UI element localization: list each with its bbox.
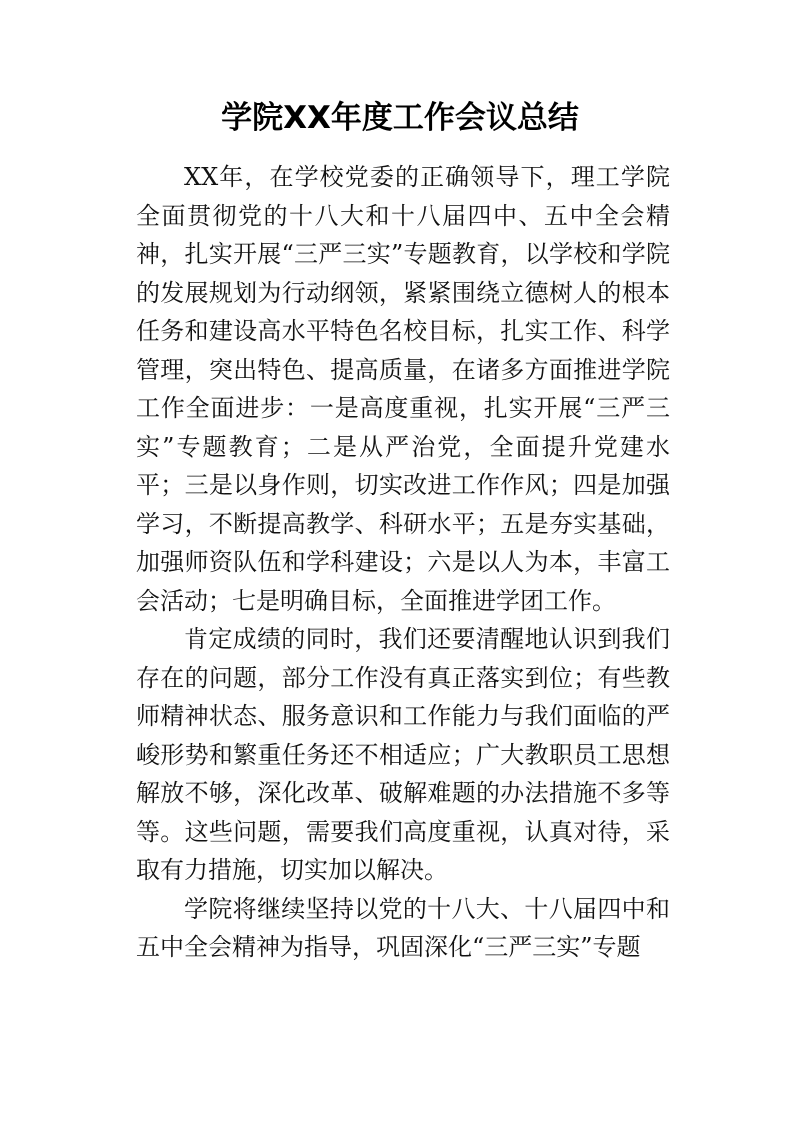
paragraph-3: 学院将继续坚持以党的十八大、十八届四中和五中全会精神为指导，巩固深化“三严三实”专题: [136, 894, 670, 961]
document-body: [136, 158, 670, 967]
paragraph-2: 肯定成绩的同时，我们还要清醒地认识到我们存在的问题，部分工作没有真正落实到位；有些教师精神状态、服务意识和工作能力与我们面临的严峻形势和繁重任务还不相适应；广大教职员工思想解放不够，深化改革、破解难题的办法措施不多等等。这些问题，需要我们高度重视，认真对待，采取有力措施，切实加以解决。: [136, 625, 670, 884]
paragraph-1: XX年，在学校党委的正确领导下，理工学院全面贯彻党的十八大和十八届四中、五中全会精神，扎实开展“三严三实”专题教育，以学校和学院的发展规划为行动纲领，紧紧围绕立德树人的根本任务和建设高水平特色名校目标，扎实工作、科学管理，突出特色、提高质量，在诸多方面推进学院工作全面进步：一是高度重视，扎实开展“三严三实”专题教育；二是从严治党，全面提升党建水平；三是以身作则，切实改进工作作风；四是加强学习，不断提高教学、科研水平；五是夯实基础，加强师资队伍和学科建设；六是以人为本，丰富工会活动；七是明确目标，全面推进学团工作。: [136, 163, 670, 615]
document-title: 学院XX年度工作会议总结: [221, 100, 579, 136]
